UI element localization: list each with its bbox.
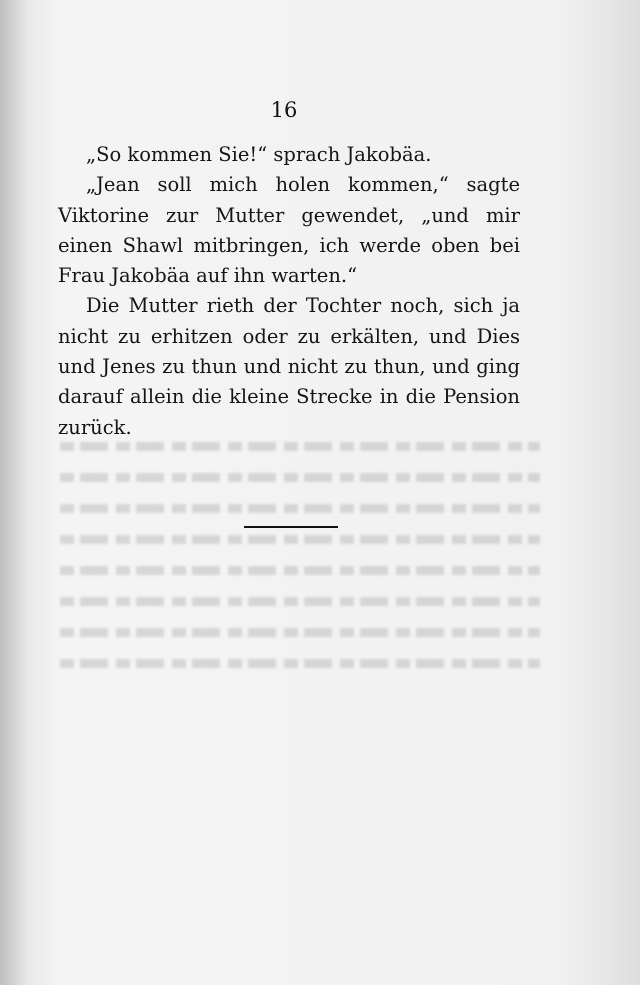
body-text	[58, 140, 520, 443]
show-through-text	[60, 420, 540, 890]
paragraph-3: Die Mutter rieth der Tochter noch, sich ja nicht zu erhitzen oder zu erkälten, und Dies und Jenes zu thun und nicht zu thun, und ging darauf allein die kleine Strecke in die Pension zurück.	[58, 294, 520, 439]
paragraph-2: „Jean soll mich holen kommen,“ sagte Viktorine zur Mutter gewendet, „und mir einen Shawl mitbringen, ich werde oben bei Frau Jakobäa auf ihn warten.“	[58, 173, 520, 288]
paragraph-1: „So kommen Sie!“ sprach Jakobäa.	[86, 143, 432, 166]
section-divider	[244, 526, 338, 528]
page-number: 16	[270, 98, 298, 122]
